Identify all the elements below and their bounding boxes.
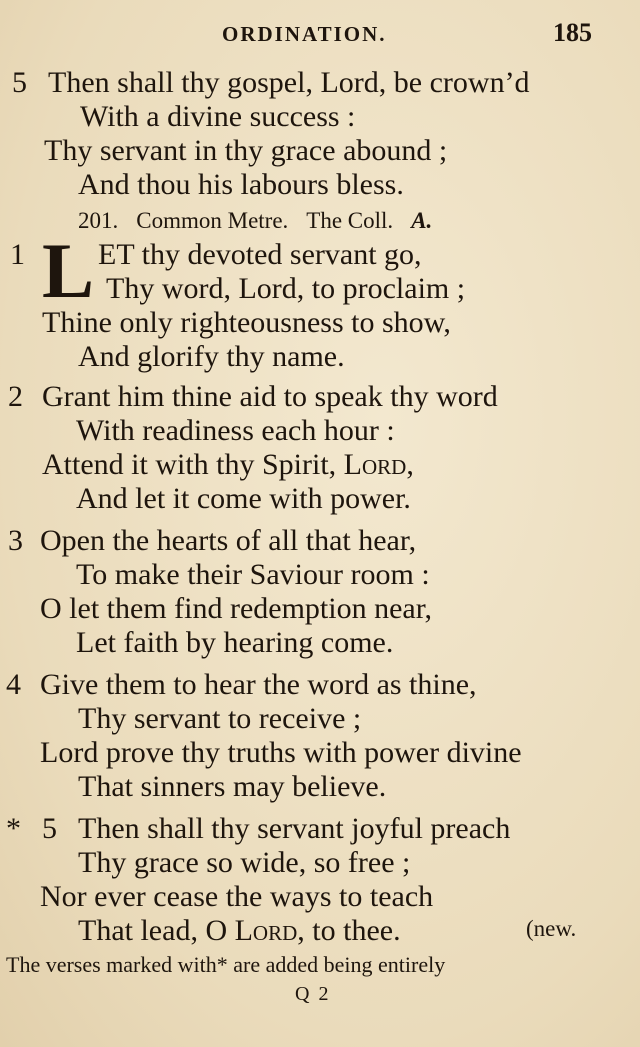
verse-line: Give them to hear the word as thine, — [40, 668, 477, 701]
signature-mark: Q 2 — [295, 983, 331, 1005]
verse-line: With a divine success : — [80, 100, 356, 133]
verse-line: Open the hearts of all that hear, — [40, 524, 417, 557]
verse-line: Then shall thy servant joyful preach — [78, 812, 511, 845]
verse-line: That sinners may believe. — [78, 770, 387, 803]
added-verse-marker: * — [6, 812, 21, 845]
hymn-heading — [78, 206, 432, 236]
verse-line: Lord prove thy truths with power divine — [40, 736, 522, 769]
new-note: (new. — [526, 916, 577, 941]
verse-number: 3 — [8, 524, 23, 557]
verse-line: Let faith by hearing come. — [76, 626, 394, 659]
running-title: ORDINATION. — [222, 22, 387, 46]
verse-line: Thy servant in thy grace abound ; — [44, 134, 448, 167]
page-number: 185 — [553, 18, 592, 47]
small-caps-lord: Lord — [234, 914, 298, 947]
verse-line: Nor ever cease the ways to teach — [40, 880, 434, 913]
hymn-number: 201. — [78, 208, 119, 233]
verse-line: Thy servant to receive ; — [78, 702, 362, 735]
footnote: The verses marked with* are added being entirely — [6, 952, 446, 977]
verse-line: That lead, O Lord, to thee. — [78, 914, 401, 947]
drop-cap: L — [42, 227, 95, 314]
verse-line: Attend it with thy Spirit, Lord, — [42, 448, 414, 481]
verse-line: ET thy devoted servant go, — [98, 238, 422, 271]
verse-number: 5 — [12, 66, 27, 99]
verse-number: 1 — [10, 238, 25, 271]
verse-line: Then shall thy gospel, Lord, be crown’d — [48, 66, 530, 99]
verse-number: 4 — [6, 668, 21, 701]
verse-line: Grant him thine aid to speak thy word — [42, 380, 498, 413]
verse-line: O let them find redemption near, — [40, 592, 433, 625]
verse-number: 2 — [8, 380, 23, 413]
verse-line: And thou his labours bless. — [78, 168, 404, 201]
verse-line: And let it come with power. — [76, 482, 411, 515]
verse-line: To make their Saviour room : — [76, 558, 430, 591]
running-head — [0, 18, 640, 52]
hymn-author-mark: A. — [411, 208, 433, 233]
verse-line: With readiness each hour : — [76, 414, 395, 447]
verse-line: And glorify thy name. — [78, 340, 345, 373]
verse-number: 5 — [42, 812, 57, 845]
verse-line: Thine only righteousness to show, — [42, 306, 451, 339]
small-caps-lord: Lord, — [343, 448, 414, 481]
hymn-source: The Coll. — [306, 208, 394, 233]
verse-line: Thy word, Lord, to proclaim ; — [106, 272, 466, 305]
verse-line: Thy grace so wide, so free ; — [78, 846, 411, 879]
hymn-metre: Common Metre. — [136, 208, 289, 233]
